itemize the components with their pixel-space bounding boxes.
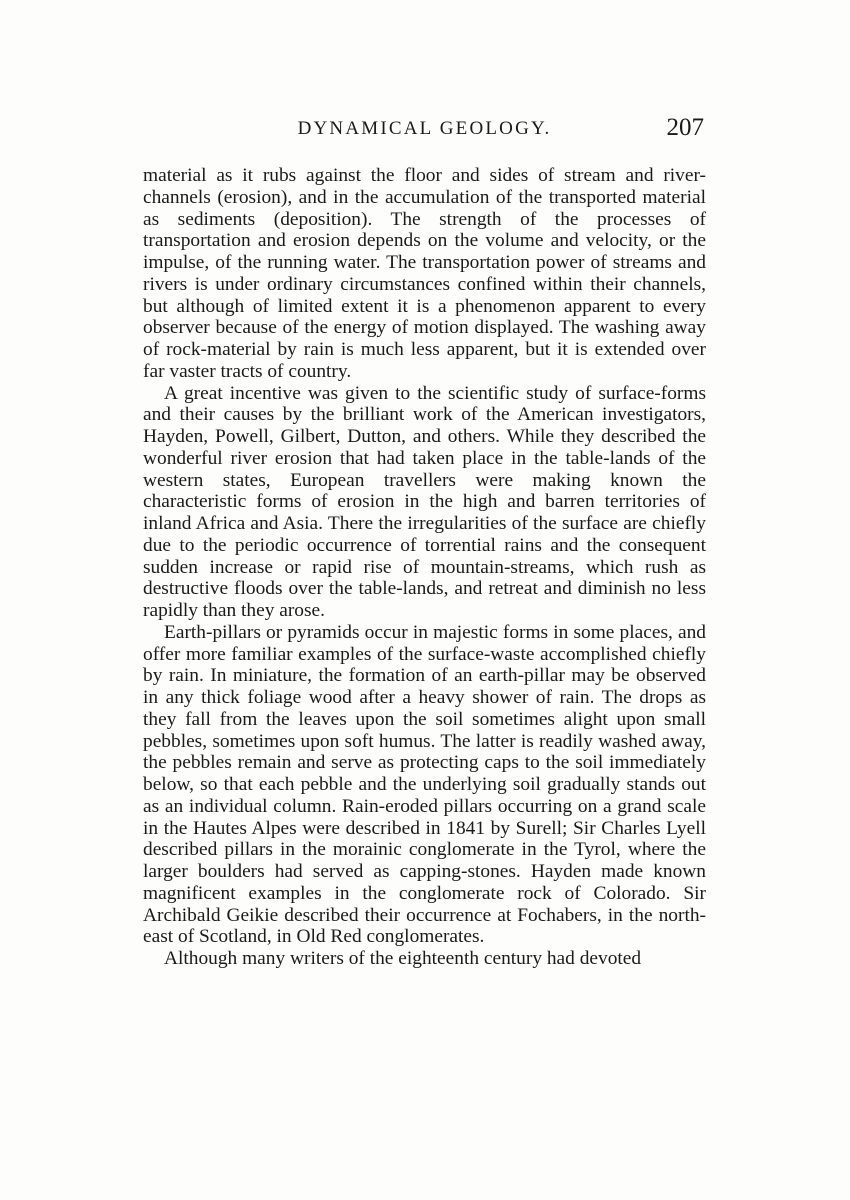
paragraph-earth-pillars: Earth-pillars or pyramids occur in majestic forms in some places, and offer more familiar examples of the surface-waste accomplished chiefly by rain. In miniature, the formation of an earth-pillar may be observed in any thick foliage wood after a heavy shower of rain. The drops as they fall from the leaves upon the soil sometimes alight upon small pebbles, sometimes upon soft humus. The latter is readily washed away, the pebbles remain and serve as protecting caps to the soil immediately below, so that each pebble and the underlying soil gradually stands out as an individual column. Rain-eroded pillars occurring on a grand scale in the Hautes Alpes were described in 1841 by Surell; Sir Charles Lyell described pillars in the morainic conglomerate in the Tyrol, where the larger boulders had served as capping-stones. Hayden made known magnificent examples in the conglomerate rock of Colorado. Sir Archibald Geikie described their occurrence at Fochabers, in the north-east of Scotland, in Old Red conglomerates. xyxy=(143,621,706,948)
running-title: DYNAMICAL GEOLOGY. xyxy=(297,118,552,139)
body-text xyxy=(143,165,706,970)
page-number: 207 xyxy=(666,114,704,141)
running-head xyxy=(143,114,706,148)
paragraph-continued: material as it rubs against the floor and sides of stream and river-channels (erosion), and in the accumulation of the transported material as sediments (deposition). The strength of the processes of transportation and erosion depends on the volume and velocity, or the impulse, of the running water. The transportation power of streams and rivers is under ordinary circumstances confined within their channels, but although of limited extent it is a phenomenon apparent to every observer because of the energy of motion displayed. The washing away of rock-material by rain is much less apparent, but it is extended over far vaster tracts of country. xyxy=(143,165,706,382)
paragraph-eighteenth-century: Although many writers of the eighteenth century had devoted xyxy=(164,948,642,969)
paragraph-surface-forms: A great incentive was given to the scientific study of surface-forms and their causes by the brilliant work of the American investigators, Hayden, Powell, Gilbert, Dutton, and others. While they described the wonderful river erosion that had taken place in the table-lands of the western states, European travellers were making known the characteristic forms of erosion in the high and barren territories of inland Africa and Asia. There the irregularities of the surface are chiefly due to the periodic occurrence of torrential rains and the consequent sudden increase or rapid rise of mountain-streams, which rush as destructive floods over the table-lands, and retreat and diminish no less rapidly than they arose. xyxy=(143,382,706,621)
